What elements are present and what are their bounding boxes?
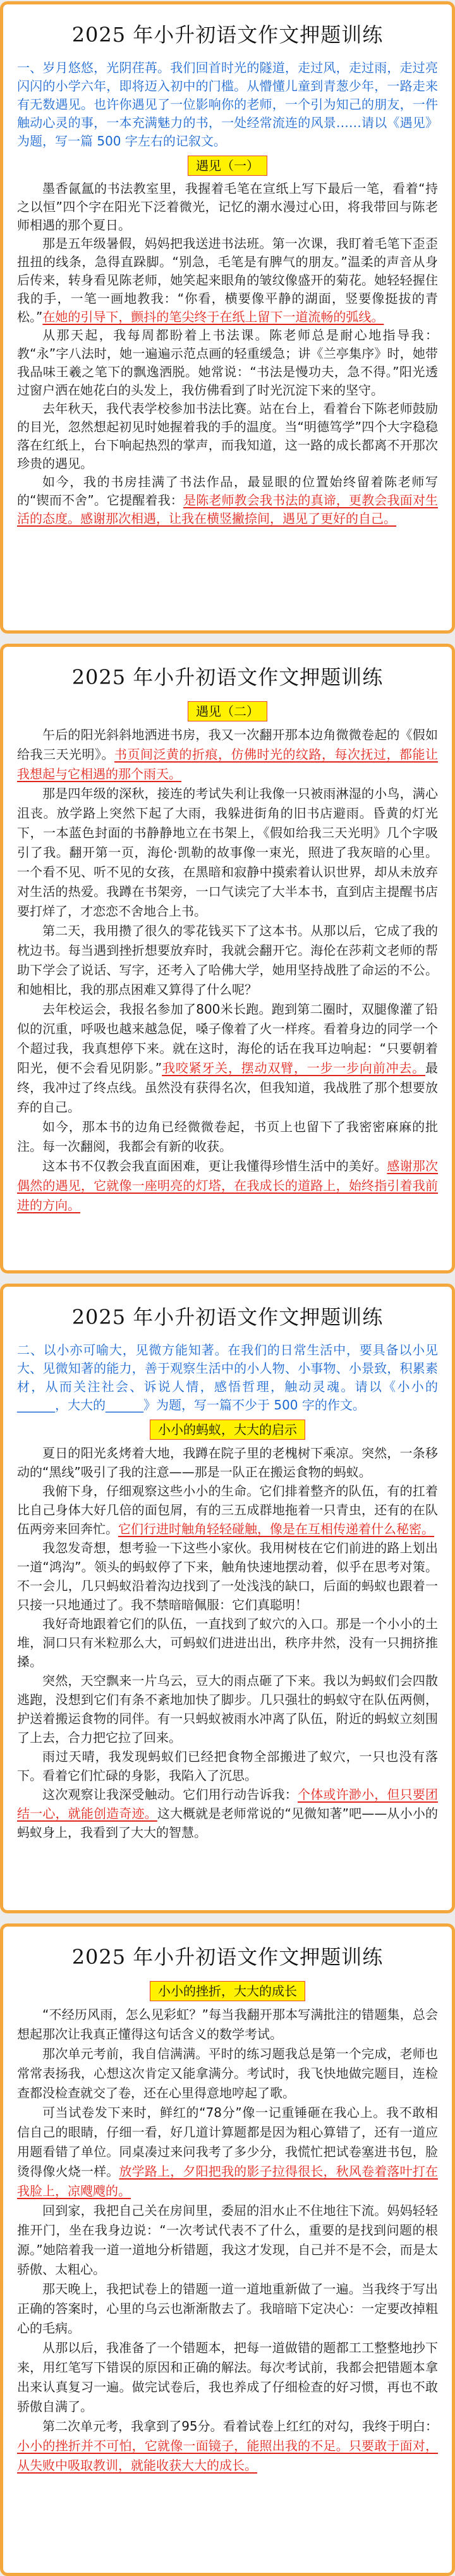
- paragraph-text: 这本书不仅教会我直面困难，更让我懂得珍惜生活中的美好。: [42, 1158, 387, 1174]
- paragraph-text: 雨过天晴，我发现蚂蚁们已经把食物全部搬进了蚁穴，一只也没有落下。看着它们忙碌的身影，我陷入了沉思。: [17, 1749, 438, 1783]
- highlighted-sentence: 小小的挫折并不可怕，它就像一面镜子，能照出我的不足。只要敢于面对，从失败中吸取教训，就能收获大大的成长。: [17, 2438, 438, 2473]
- paragraph-text: “不经历风雨，怎么见彩虹？”每当我翻开那本写满批注的错题集，总会想起那次让我真正懂得这句话含义的数学考试。: [17, 2007, 438, 2042]
- paragraph-text: 这大概就是老师常说的“见微知著”吧——从小小的蚂蚁身上，我看到了大大的智慧。: [17, 1806, 438, 1840]
- paragraph-text: 最终，我冲过了终点线。虽然没有获得名次，但我知道，我战胜了那个想要放弃的自己。: [17, 1060, 438, 1115]
- essay-paragraph: [17, 2417, 438, 2475]
- essay-paragraph: [17, 921, 438, 1000]
- highlighted-sentence: 书页间泛黄的折痕，仿佛时光的纹路，每次抚过，都能让我想起与它相遇的那个雨天。: [17, 747, 438, 782]
- paragraph-text: 从那天起，我每周都盼着上书法课。陈老师总是耐心地指导我：教“永”字八法时，她一遍遍示范点画的轻重缓急；讲《兰亭集序》时，她带我品味王羲之笔下的飘逸洒脱。她常说：“书法是慢功夫，急不得。”阳光透过窗户洒在她花白的头发上，我仿佛看到了时光沉淀下来的坚守。: [17, 328, 438, 398]
- paragraph-text: 第二次单元考，我拿到了95分。看着试卷上红红的对勾，我终于明白：: [42, 2419, 438, 2434]
- essay-paragraph: [17, 180, 438, 235]
- essay-body: [17, 1444, 438, 1842]
- essay-card-3: [0, 1284, 455, 1913]
- essay-paragraph: [17, 1747, 438, 1785]
- essay-paragraph: [17, 235, 438, 326]
- highlighted-sentence: 感谢那次偶然的遇见，它就像一座明亮的灯塔，在我成长的道路上，始终指引着我前进的方向。: [17, 1158, 439, 1213]
- paragraph-text: 突然，天空飘来一片乌云，豆大的雨点砸了下来。我以为蚂蚁们会四散逃跑，没想到它们有条不紊地加快了脚步。几只强壮的蚂蚁守在队伍两侧，护送着搬运食物的同伴。有一只蚂蚁被雨水冲离了队伍，附近的蚂蚁立刻围了上去，合力把它拉了回来。: [17, 1673, 438, 1745]
- paragraph-text: 那是四年级的深秋，接连的考试失利让我像一只被雨淋湿的小鸟，满心沮丧。放学路上突然下起了大雨，我躲进街角的旧书店避雨。昏黄的灯光下，一本蓝色封面的书静静地立在书架上，《假如给我三天光明》几个字吸引了我。翻开第一页，海伦·凯勒的故事像一束光，照进了我灰暗的心里。一个看不见、听不见的女孩，在黑暗和寂静中摸索着认识世界，却从未放弃对生活的热爱。我蹲在书架旁，一口气读完了大半本书，直到店主提醒书店要打烊了，才恋恋不舍地合上书。: [17, 786, 438, 919]
- highlighted-sentence: 它们行进时触角轻轻碰触，像是在互相传递着什么秘密。: [118, 1521, 434, 1536]
- essay-paragraph: [17, 1785, 438, 1842]
- essay-card-2: [0, 644, 455, 1273]
- essay-body: [17, 2005, 438, 2475]
- paragraph-text: 墨香氤氲的书法教室里，我握着毛笔在宣纸上写下最后一笔，看着“持之以恒”四个字在阳光下泛着微光，记忆的潮水漫过心田，将我带回与陈老师相遇的那个夏日。: [17, 181, 438, 233]
- essay-paragraph: [17, 1444, 438, 1481]
- paragraph-text: 那天晚上，我把试卷上的错题一道一道地重新做了一遍。当我终于写出正确的答案时，心里的乌云也渐渐散去了。我暗暗下定决心：一定要改掉粗心的毛病。: [17, 2281, 438, 2336]
- essay-title-badge: 小小的蚂蚁，大大的启示: [150, 1420, 305, 1440]
- page-title: 2025 年小升初语文作文押题训练: [71, 1945, 384, 1969]
- essay-paragraph: [17, 1156, 438, 1215]
- paragraph-text: 这次观察让我深受触动。它们用行动告诉我：: [42, 1787, 298, 1802]
- paragraph-text: 那是五年级暑假，妈妈把我送进书法班。第一次课，我盯着毛笔下歪歪扭扭的线条，急得直跺脚。“别急，毛笔是有脾气的朋友。”温柔的声音从身后传来，转身看见陈老师，她笑起来眼角的皱纹像盛开的菊花。她轻轻握住我的手，一笔一画地教我：“你看，横要像平静的湖面，竖要像挺拔的青松。”: [17, 236, 438, 324]
- highlighted-sentence: 是陈老师教会我书法的真谛，更教会我面对生活的态度。感谢那次相遇，让我在横竖撇捺间，遇见了更好的自己。: [17, 493, 439, 526]
- essay-paragraph: [17, 2279, 438, 2338]
- essay-paragraph: [17, 2201, 438, 2279]
- essay-title-badge: 遇见（一）: [188, 156, 267, 176]
- page-title: 2025 年小升初语文作文押题训练: [71, 23, 384, 47]
- page-title: 2025 年小升初语文作文押题训练: [71, 1305, 384, 1329]
- writing-prompt: 二、以小亦可喻大，见微方能知著。在我们的日常生活中，要具备以小见大、见微知著的能力，善于观察生活中的小人物、小事物、小景致，积累素材，从而关注社会、诉说人情，感悟哲理，触动灵魂。请以《小小的______，大大的______》为题，写一篇不少于 500 字的作文。: [17, 1342, 438, 1413]
- essay-paragraph: [17, 784, 438, 921]
- essay-paragraph: [17, 1117, 438, 1156]
- writing-prompt: 一、岁月悠悠，光阴荏苒。我们回首时光的隧道，走过风，走过雨，走过亮闪闪的小学六年，即将迈入初中的门槛。从懵懂儿童到青葱少年，一路走来有无数遇见。也许你遇见了一位影响你的老师，一个引为知己的朋友，一件触动心灵的事，一本充满魅力的书，一处经常流连的风景……请以《遇见》为题，写一篇 500 字左右的记叙文。: [17, 60, 438, 149]
- essay-paragraph: [17, 1481, 438, 1538]
- paragraph-text: 午后的阳光斜斜地洒进书房，我又一次翻开那本边角微微卷起的《假如给我三天光明》。: [17, 727, 438, 762]
- essay-body: [17, 180, 438, 528]
- paragraph-text: 如今，那本书的边角已经微微卷起，书页上也留下了我密密麻麻的批注。每一次翻阅，我都会有新的收获。: [17, 1119, 438, 1154]
- essay-paragraph: [17, 1614, 438, 1671]
- essay-card-4: [0, 1923, 455, 2576]
- essay-paragraph: [17, 1000, 438, 1117]
- essay-paragraph: [17, 2005, 438, 2044]
- paragraph-text: 夏日的阳光炙烤着大地，我蹲在院子里的老槐树下乘凉。突然，一条移动的“黑线”吸引了我的注意——那是一队正在搬运食物的蚂蚁。: [17, 1445, 438, 1480]
- paragraph-text: 可当试卷发下来时，鲜红的“78分”像一记重锤砸在我心上。我不敢相信自己的眼睛，仔细一看，好几道计算题都是因为粗心算错了，还有一道应用题看错了单位。同桌凑过来问我考了多少分，我慌忙把试卷塞进书包，脸烫得像火烧一样。: [17, 2105, 438, 2179]
- essay-paragraph: [17, 2044, 438, 2103]
- essay-paragraph: [17, 725, 438, 784]
- essay-card-1: [0, 1, 455, 634]
- essay-paragraph: [17, 473, 438, 528]
- essay-title-badge: 遇见（二）: [188, 701, 267, 721]
- essay-paragraph: [17, 2103, 438, 2201]
- highlighted-sentence: 我咬紧牙关，摆动双臂，一步一步向前冲去。: [162, 1060, 425, 1076]
- paragraph-text: 我好奇地跟着它们的队伍，一直找到了蚁穴的入口。那是一个小小的土堆，洞口只有米粒那么大，可蚂蚁们进进出出，秩序井然，没有一只拥挤推搡。: [17, 1616, 438, 1669]
- paragraph-text: 我俯下身，仔细观察这些小小的生命。它们排着整齐的队伍，有的扛着比自己身体大好几倍的面包屑，有的三五成群地拖着一只青虫，还有的在队伍两旁来回奔忙。: [17, 1483, 438, 1536]
- paragraph-text: 第二天，我用攒了很久的零花钱买下了这本书。从那以后，它成了我的枕边书。每当遇到挫折想要放弃时，我就会翻开它。海伦在莎莉文老师的帮助下学会了说话、写字，还考入了哈佛大学，她用坚持战胜了命运的不公。和她相比，我的那点困难又算得了什么呢？: [17, 923, 438, 997]
- highlighted-sentence: 放学路上，夕阳把我的影子拉得很长，秋风卷着落叶打在我脸上，凉飕飕的。: [17, 2164, 438, 2199]
- essay-body: [17, 725, 438, 1215]
- highlighted-sentence: 在她的引导下，颤抖的笔尖终于在纸上留下一道流畅的弧线。: [42, 309, 384, 324]
- essay-paragraph: [17, 1671, 438, 1747]
- essay-paragraph: [17, 1538, 438, 1614]
- page-title: 2025 年小升初语文作文押题训练: [71, 665, 384, 689]
- paragraph-text: 那次单元考前，我自信满满。平时的练习题我总是第一个完成，老师也常常表扬我，心想这次肯定又能拿满分。考试时，我飞快地做完题目，连检查都没检查就交了卷，还在心里得意地哼起了歌。: [17, 2046, 438, 2101]
- essay-paragraph: [17, 2338, 438, 2417]
- essay-title-badge: 小小的挫折，大大的成长: [150, 1981, 305, 2001]
- paragraph-text: 如今，我的书房挂满了书法作品，最显眼的位置始终留着陈老师写的“锲而不舍”。它提醒着我：: [17, 474, 438, 508]
- paragraph-text: 回到家，我把自己关在房间里，委屈的泪水止不住地往下流。妈妈轻轻推开门，坐在我身边说：“一次考试代表不了什么，重要的是找到问题的根源。”她陪着我一道一道地分析错题，我这才发现，自己并不是不会，而是太骄傲、太粗心。: [17, 2203, 438, 2277]
- paragraph-text: 我忽发奇想，想考验一下这些小家伙。我用树枝在它们前进的路上划出一道“鸿沟”。领头的蚂蚁停了下来，触角快速地摆动着，似乎在思考对策。不一会儿，几只蚂蚁沿着沟边找到了一处浅浅的缺口，后面的蚂蚁也跟着一只接一只地通过了。我不禁暗暗佩服：它们真聪明！: [17, 1540, 438, 1612]
- paragraph-text: 去年校运会，我报名参加了800米长跑。跑到第二圈时，双腿像灌了铅似的沉重，呼吸也越来越急促，嗓子像着了火一样疼。看着身边的同学一个个超过我，我真想停下来。就在这时，海伦的话在我耳边响起：“只要朝着阳光，便不会看见阴影。”: [17, 1002, 438, 1076]
- essay-paragraph: [17, 400, 438, 473]
- paragraph-text: 从那以后，我准备了一个错题本，把每一道做错的题都工工整整地抄下来，用红笔写下错误的原因和正确的解法。每次考试前，我都会把错题本拿出来认真复习一遍。做完试卷后，我也养成了仔细检查的好习惯，再也不敢骄傲自满了。: [17, 2340, 438, 2414]
- essay-paragraph: [17, 326, 438, 400]
- highlighted-sentence: 个体或许渺小，但只要团结一心，就能创造奇迹。: [17, 1787, 438, 1821]
- paragraph-text: 去年秋天，我代表学校参加书法比赛。站在台上，看着台下陈老师鼓励的目光，忽然想起初见时她握着我的手的温度。当“明德笃学”四个大字稳稳落在红纸上，台下响起热烈的掌声，而我知道，这一路的成长都离不开那次珍贵的遇见。: [17, 401, 438, 471]
